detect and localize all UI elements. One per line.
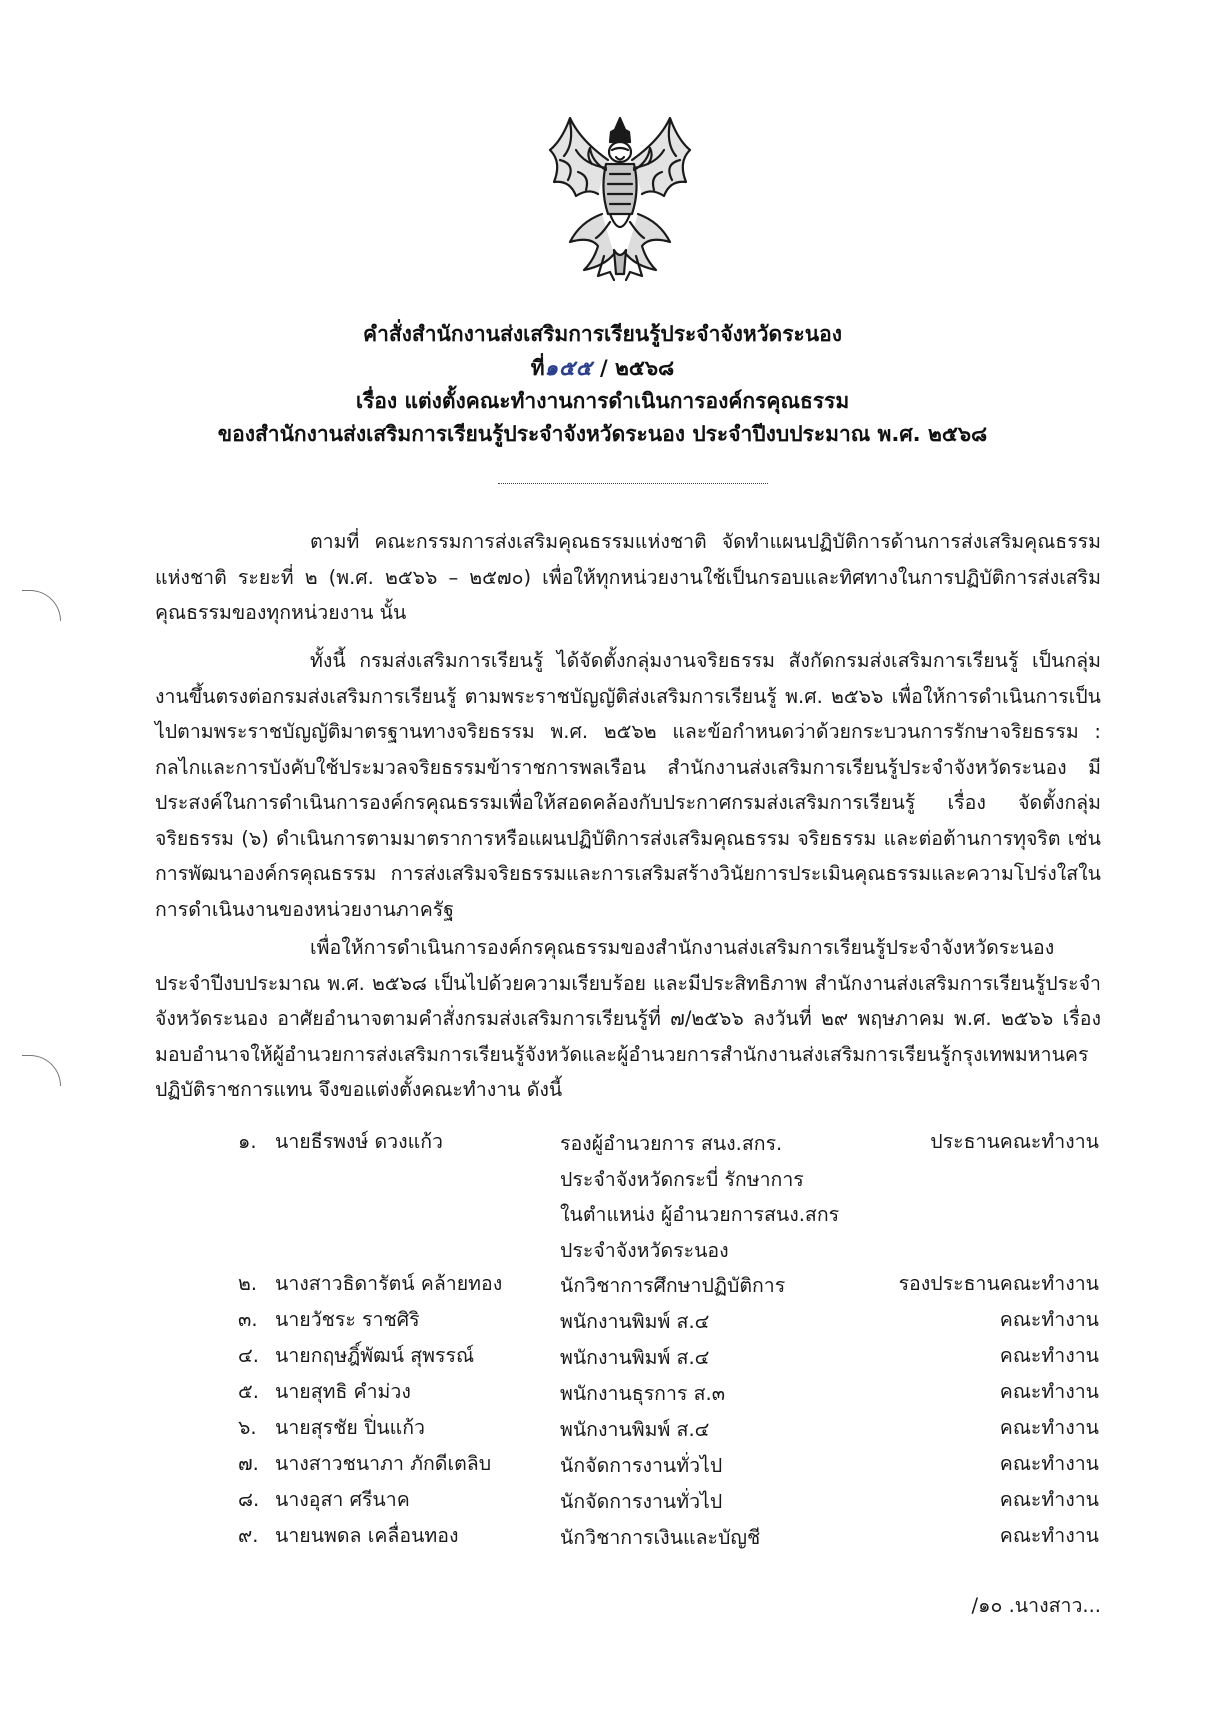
member-position-line: ประจำจังหวัดระนอง	[560, 1238, 729, 1262]
member-role: รองประธานคณะทำงาน	[898, 1272, 1099, 1295]
member-position	[560, 1412, 860, 1448]
order-number-handwritten: ๑๕๕	[544, 355, 593, 380]
scan-mark-top	[22, 590, 61, 621]
paragraph-authority	[155, 643, 1101, 927]
member-position	[560, 1376, 860, 1412]
order-number-line	[0, 351, 1205, 385]
member-name: นายนพดล เคลื่อนทอง	[275, 1524, 459, 1547]
member-row	[0, 1126, 1205, 1268]
paragraph-1-text: ตามที่ คณะกรรมการส่งเสริมคุณธรรมแห่งชาติ จัดทำแผนปฏิบัติการด้านการส่งเสริมคุณธรรมแห่งชาติ ระยะที่ ๒ (พ.ศ. ๒๕๖๖ – ๒๕๗๐) เพื่อให้ทุกหน่วยงานใช้เป็นกรอบและทิศทางในการปฏิบัติการส่งเสริมคุณธรรมของทุกหน่วยงาน นั้น	[155, 530, 1101, 624]
order-subject-line2: ของสำนักงานส่งเสริมการเรียนรู้ประจำจังหวัดระนอง ประจำปีงบประมาณ พ.ศ. ๒๕๖๘	[217, 422, 988, 446]
member-number: ๗.	[238, 1452, 259, 1475]
member-position	[560, 1448, 860, 1484]
member-row	[0, 1484, 1205, 1520]
member-row	[0, 1340, 1205, 1376]
member-name: นายสุรชัย ปิ่นแก้ว	[275, 1416, 425, 1439]
member-position	[560, 1126, 860, 1268]
member-position	[560, 1520, 860, 1556]
member-row	[0, 1520, 1205, 1556]
member-position-line: พนักงานธุรการ ส.๓	[560, 1382, 726, 1405]
member-role: คณะทำงาน	[999, 1344, 1099, 1367]
paragraph-2-text: ทั้งนี้ กรมส่งเสริมการเรียนรู้ ได้จัดตั้งกลุ่มงานจริยธรรม สังกัดกรมส่งเสริมการเรียนรู้ เป็นกลุ่มงานขึ้นตรงต่อกรมส่งเสริมการเรียนรู้ ตามพระราชบัญญัติส่งเสริมการเรียนรู้ พ.ศ. ๒๕๖๖ เพื่อให้การดำเนินการเป็นไปตามพระราชบัญญัติมาตรฐานทางจริยธรรม พ.ศ. ๒๕๖๒ และข้อกำหนดว่าด้วยกระบวนการรักษาจริยธรรม : กลไกและการบังคับใช้ประมวลจริยธรรมข้าราชการพลเรือน สำนักงานส่งเสริมการเรียนรู้ประจำจังหวัดระนอง มีประสงค์ในการดำเนินการองค์กรคุณธรรมเพื่อให้สอดคล้องกับประกาศกรมส่งเสริมการเรียนรู้ เรื่อง จัดตั้งกลุ่มจริยธรรม (๖) ดำเนินการตามมาตราการหรือแผนปฏิบัติการส่งเสริมคุณธรรม จริยธรรม และต่อต้านการทุจริต เช่น การพัฒนาองค์กรคุณธรรม การส่งเสริมจริยธรรมและการเสริมสร้างวินัยการประเมินคุณธรรมและความโปร่งใสในการดำเนินงานของหน่วยงานภาครัฐ	[155, 649, 1101, 921]
member-name: นางอุสา ศรีนาค	[275, 1488, 410, 1511]
scan-mark-bottom	[22, 1055, 61, 1086]
member-role: ประธานคณะทำงาน	[930, 1130, 1099, 1153]
member-position-line: ในตำแหน่ง ผู้อำนวยการสนง.สกร	[560, 1203, 840, 1226]
member-number: ๔.	[238, 1344, 259, 1367]
paragraph-3-text: เพื่อให้การดำเนินการองค์กรคุณธรรมของสำนักงานส่งเสริมการเรียนรู้ประจำจังหวัดระนอง ประจำปีงบประมาณ พ.ศ. ๒๕๖๘ เป็นไปด้วยความเรียบร้อย และมีประสิทธิภาพ สำนักงานส่งเสริมการเรียนรู้ประจำจังหวัดระนอง อาศัยอำนาจตามคำสั่งกรมส่งเสริมการเรียนรู้ที่ ๗/๒๕๖๖ ลงวันที่ ๒๙ พฤษภาคม พ.ศ. ๒๕๖๖ เรื่อง มอบอำนาจให้ผู้อำนวยการส่งเสริมการเรียนรู้จังหวัดและผู้อำนวยการสำนักงานส่งเสริมการเรียนรู้กรุงเทพมหานครปฏิบัติราชการแทน จึงขอแต่งตั้งคณะทำงาน ดังนี้	[155, 936, 1101, 1101]
order-number-year: / ๒๕๖๘	[592, 356, 675, 380]
member-position-line: นักจัดการงานทั่วไป	[560, 1454, 723, 1477]
member-name: นางสาวชนาภา ภักดีเตลิบ	[275, 1452, 492, 1475]
member-role: คณะทำงาน	[999, 1488, 1099, 1511]
member-role: คณะทำงาน	[999, 1416, 1099, 1439]
member-position	[560, 1304, 860, 1340]
member-list	[0, 1126, 1205, 1556]
member-position-line: ประจำจังหวัดกระบี่ รักษาการ	[560, 1167, 804, 1191]
member-number: ๑.	[238, 1130, 257, 1153]
member-name: นางสาวธิดารัตน์ คล้ายทอง	[275, 1272, 503, 1295]
member-row	[0, 1448, 1205, 1484]
member-number: ๙.	[238, 1524, 259, 1547]
order-title: คำสั่งสำนักงานส่งเสริมการเรียนรู้ประจำจังหวัดระนอง	[363, 322, 842, 346]
member-role: คณะทำงาน	[999, 1452, 1099, 1475]
garuda-emblem-icon	[540, 110, 700, 285]
order-subject-line1: เรื่อง แต่งตั้งคณะทำงานการดำเนินการองค์กรคุณธรรม	[355, 389, 850, 413]
member-position	[560, 1268, 860, 1304]
member-position	[560, 1340, 860, 1376]
member-number: ๖.	[238, 1416, 257, 1439]
member-row	[0, 1412, 1205, 1448]
member-name: นายวัชระ ราชศิริ	[275, 1308, 420, 1331]
heading-divider	[498, 483, 768, 484]
member-number: ๕.	[238, 1380, 259, 1403]
member-row	[0, 1268, 1205, 1304]
member-name: นายสุทธิ คำม่วง	[275, 1380, 411, 1403]
member-row	[0, 1304, 1205, 1340]
member-position-line: นักวิชาการเงินและบัญชี	[560, 1526, 761, 1549]
member-name: นายธีรพงษ์ ดวงแก้ว	[275, 1130, 443, 1153]
member-position-line: นักจัดการงานทั่วไป	[560, 1490, 723, 1513]
member-position	[560, 1484, 860, 1520]
page-continuation: /๑๐ .นางสาว...	[971, 1594, 1101, 1617]
member-position-line: พนักงานพิมพ์ ส.๔	[560, 1310, 710, 1333]
paragraph-appointment	[155, 930, 1101, 1108]
member-number: ๒.	[238, 1272, 258, 1295]
member-position-line: พนักงานพิมพ์ ส.๔	[560, 1418, 710, 1441]
member-name: นายกฤษฎิ์พัฒน์ สุพรรณ์	[275, 1344, 475, 1367]
order-heading	[0, 318, 1205, 451]
member-role: คณะทำงาน	[999, 1380, 1099, 1403]
order-number-prefix: ที่	[530, 356, 545, 380]
member-role: คณะทำงาน	[999, 1308, 1099, 1331]
member-position-line: รองผู้อำนวยการ สนง.สกร.	[560, 1132, 783, 1155]
member-number: ๘.	[238, 1488, 260, 1511]
paragraph-background	[155, 524, 1101, 631]
member-number: ๓.	[238, 1308, 258, 1331]
member-position-line: พนักงานพิมพ์ ส.๔	[560, 1346, 710, 1369]
member-role: คณะทำงาน	[999, 1524, 1099, 1547]
member-position-line: นักวิชาการศึกษาปฏิบัติการ	[560, 1274, 786, 1297]
member-row	[0, 1376, 1205, 1412]
